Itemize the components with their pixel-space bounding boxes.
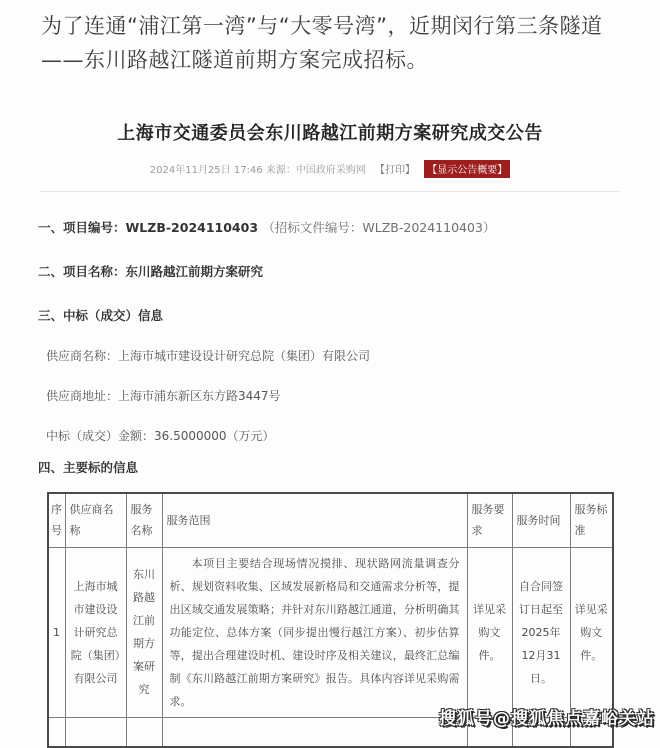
section-main-subject: 四、主要标的信息 xyxy=(38,460,139,475)
section-project-name: 二、项目名称：东川路越江前期方案研究 xyxy=(38,264,264,279)
page-title: 上海市交通委员会东川路越江前期方案研究成交公告 xyxy=(117,123,543,144)
supplier-address-line: 供应商地址：上海市浦东新区东方路3447号 xyxy=(46,389,281,403)
show-summary-badge[interactable]: 【显示公告概要】 xyxy=(424,160,510,178)
intro-paragraph: 为了连通“浦江第一湾”与“大零号湾”，近期闵行第三条隧道——东川路越江隧道前期方案完成招标。 xyxy=(41,14,603,72)
cell-service-name: 东川路越江前期方案研究 xyxy=(126,547,162,717)
empty-cell xyxy=(65,717,126,747)
cell-seq: 1 xyxy=(48,547,65,717)
sohu-watermark: 搜狐号@搜狐焦点嘉峪关站 xyxy=(439,709,655,729)
header-service-name: 服务名称 xyxy=(126,493,162,547)
project-number-extra: （招标文件编号：WLZB-2024110403） xyxy=(262,220,496,235)
cell-supplier-name: 上海市城市建设设计研究总院（集团）有限公司 xyxy=(65,547,126,717)
empty-cell xyxy=(48,717,65,747)
header-service-scope: 服务范围 xyxy=(162,493,467,547)
meta-divider xyxy=(40,191,620,192)
empty-cell xyxy=(126,717,162,747)
award-amount-line: 中标（成交）金额：36.5000000（万元） xyxy=(46,429,275,443)
section-award-info: 三、中标（成交）信息 xyxy=(38,308,164,323)
print-button[interactable]: 【打印】 xyxy=(375,165,416,176)
header-service-requirement: 服务要求 xyxy=(467,493,512,547)
cell-service-requirement: 详见采购文件。 xyxy=(467,547,512,717)
project-number-label: 一、项目编号： xyxy=(38,220,126,235)
section-project-number xyxy=(38,218,630,236)
cell-service-standard: 详见采购文件。 xyxy=(570,547,613,717)
header-seq: 序号 xyxy=(48,493,65,547)
meta-datetime: 2024年11月25日 17:46 xyxy=(149,165,263,176)
meta-line xyxy=(0,160,660,178)
header-service-time: 服务时间 xyxy=(512,493,570,547)
empty-cell xyxy=(162,717,467,747)
table-row xyxy=(48,547,613,717)
cell-service-time: 自合同签订日起至2025年12月31日。 xyxy=(512,547,570,717)
header-service-standard: 服务标准 xyxy=(570,493,613,547)
project-number-value: WLZB-2024110403 xyxy=(125,220,259,235)
supplier-name-line: 供应商名称：上海市城市建设设计研究总院（集团）有限公司 xyxy=(46,349,371,363)
header-supplier-name: 供应商名称 xyxy=(65,493,126,547)
table-header-row xyxy=(48,493,613,547)
meta-source: 来源：中国政府采购网 xyxy=(265,165,366,176)
cell-service-scope: 本项目主要结合现场情况摸排、现状路网流量调查分析、规划资料收集、区域发展新格局和交通需求分析等，提出区域交通发展策略；并针对东川路越江通道，分析明确其功能定位、总体方案（同步提出慢行越江方案）、初步估算等，提出合理建设时机、建设时序及相关建议，最终汇总编制《东川路越江前期方案研究》报告。具体内容详见采购需求。 xyxy=(162,547,467,717)
